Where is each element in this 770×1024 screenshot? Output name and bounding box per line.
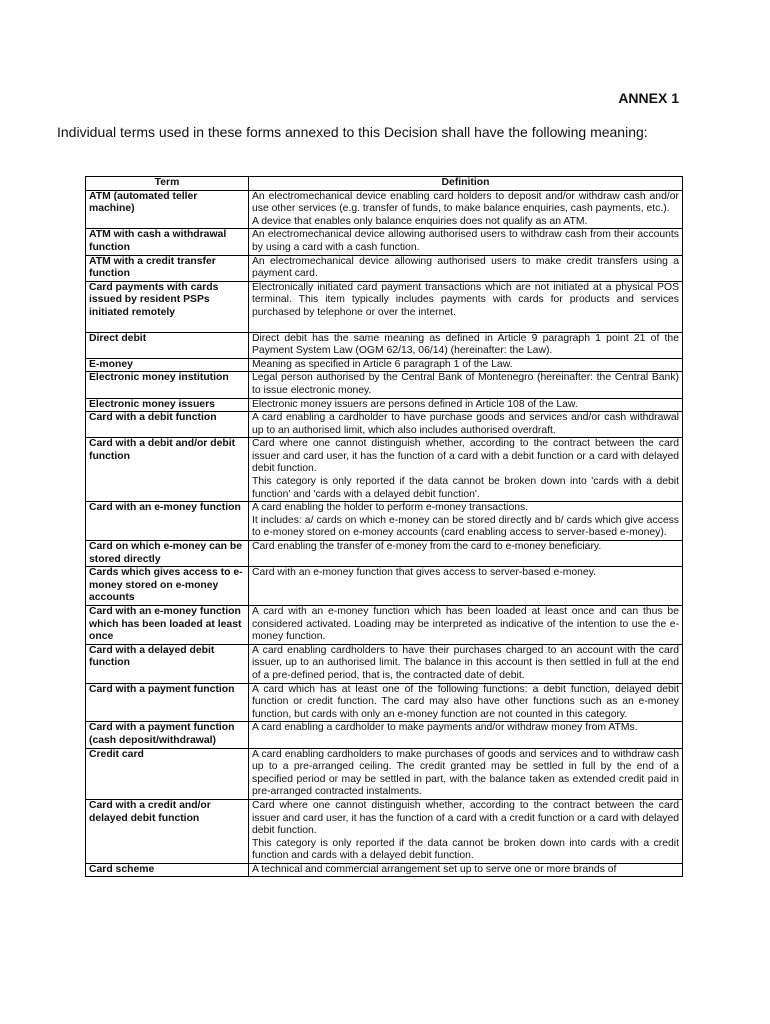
term-cell: E-money <box>86 358 249 372</box>
definition-cell <box>249 799 683 863</box>
table-row <box>86 722 683 748</box>
term-cell: Card with a debit function <box>86 412 249 438</box>
definition-cell <box>249 502 683 541</box>
term-cell: Card scheme <box>86 863 249 877</box>
term-cell: Electronic money issuers <box>86 398 249 412</box>
definition-cell <box>249 748 683 799</box>
definition-paragraph: Legal person authorised by the Central Bank of Montenegro (hereinafter: the Central Bank) to issue electronic money. <box>252 372 679 396</box>
column-header-definition: Definition <box>249 177 683 191</box>
term-cell: Card with a credit and/or delayed debit function <box>86 799 249 863</box>
table-row <box>86 863 683 877</box>
term-cell: ATM (automated teller machine) <box>86 190 249 229</box>
definition-paragraph: Card where one cannot distinguish whether, according to the contract between the card issuer and card user, it has the function of a card with a debit function or a card with delayed debit function. <box>252 438 679 475</box>
definition-cell <box>249 190 683 229</box>
term-cell: ATM with cash a withdrawal function <box>86 229 249 255</box>
definition-paragraph: A card enabling a cardholder to have purchase goods and services and/or cash withdrawal up to an authorised limit, which also includes authorised overdraft. <box>252 412 679 436</box>
definition-cell <box>249 438 683 502</box>
definition-paragraph: A device that enables only balance enquiries does not qualify as an ATM. <box>252 215 588 227</box>
table-row <box>86 644 683 683</box>
definition-paragraph: A card enabling cardholders to make purchases of goods and services and to withdraw cash up to a pre-arranged ceiling. The credit granted may be settled in full by the end of a specified period or may be settled in part, with the balance taken as extended credit paid in pre-arranged contracted instalments. <box>252 748 679 798</box>
definition-cell <box>249 332 683 358</box>
term-cell: Card with a payment function <box>86 683 249 722</box>
definition-paragraph: This category is only reported if the data cannot be broken down into cards with a credit function and cards with a delayed debit function. <box>252 837 679 862</box>
definition-paragraph: Direct debit has the same meaning as defined in Article 9 paragraph 1 point 21 of the Payment System Law (OGM 62/13, 06/14) (hereinafter: the Law). <box>252 332 679 357</box>
table-row <box>86 255 683 281</box>
table-row <box>86 748 683 799</box>
definition-cell <box>249 644 683 683</box>
definition-cell <box>249 722 683 748</box>
definition-paragraph: Electronically initiated card payment transactions which are not initiated at a physical POS terminal. This item typically includes payments with cards for products and services purchased by telephone or over the internet. <box>252 281 679 318</box>
table-row <box>86 372 683 398</box>
definition-paragraph: An electromechanical device allowing authorised users to make credit transfers using a payment card. <box>252 255 679 280</box>
table-row <box>86 683 683 722</box>
table-row <box>86 281 683 332</box>
definition-cell <box>249 541 683 567</box>
definition-cell <box>249 863 683 877</box>
term-cell: Direct debit <box>86 332 249 358</box>
definition-paragraph: A card which has at least one of the following functions: a debit function, delayed debit function or credit function. The card may also have other functions such as an e-money function, but cards with only an e-money function are not counted in this category. <box>252 683 679 720</box>
table-row <box>86 398 683 412</box>
definition-cell <box>249 567 683 606</box>
intro-sentence: Individual terms used in these forms annexed to this Decision shall have the following meaning: <box>57 124 648 140</box>
definition-paragraph: A card enabling the holder to perform e-money transactions. <box>252 502 529 514</box>
table-row <box>86 190 683 229</box>
definition-paragraph: This category is only reported if the data cannot be broken down into 'cards with a debit function' and 'cards with a delayed debit function'. <box>252 476 679 500</box>
terms-table <box>85 176 683 877</box>
definition-paragraph: A card enabling a cardholder to make payments and/or withdraw money from ATMs. <box>252 722 638 734</box>
term-cell: Credit card <box>86 748 249 799</box>
definition-paragraph: Meaning as specified in Article 6 paragraph 1 of the Law. <box>252 358 513 370</box>
definition-paragraph: An electromechanical device allowing authorised users to withdraw cash from their accounts by using a card with a cash function. <box>252 229 679 253</box>
definition-cell <box>249 683 683 722</box>
definition-cell <box>249 229 683 255</box>
definition-paragraph: A card with an e-money function which has been loaded at least once and can thus be considered activated. Loading may be interpreted as indicative of the intention to use the e-money function. <box>252 606 679 643</box>
term-cell: Cards which gives access to e-money stored on e-money accounts <box>86 567 249 606</box>
table-row <box>86 567 683 606</box>
term-cell: Card with an e-money function which has been loaded at least once <box>86 606 249 645</box>
table-row <box>86 541 683 567</box>
term-cell: Card on which e-money can be stored directly <box>86 541 249 567</box>
definition-cell <box>249 358 683 372</box>
definition-paragraph: An electromechanical device enabling card holders to deposit and/or withdraw cash and/or use other services (e.g. transfer of funds, to make balance enquiries, cash payments, etc.). <box>252 190 679 215</box>
term-cell: Card payments with cards issued by resident PSPs initiated remotely <box>86 281 249 332</box>
term-cell: Card with an e-money function <box>86 502 249 541</box>
definition-paragraph: Electronic money issuers are persons defined in Article 108 of the Law. <box>252 398 578 410</box>
table-row <box>86 799 683 863</box>
term-cell: Card with a delayed debit function <box>86 644 249 683</box>
definition-paragraph: A technical and commercial arrangement set up to serve one or more brands of <box>252 863 617 875</box>
definition-cell <box>249 372 683 398</box>
table-row <box>86 438 683 502</box>
table-header-row <box>86 177 683 191</box>
term-cell: Card with a payment function (cash deposit/withdrawal) <box>86 722 249 748</box>
table-row <box>86 332 683 358</box>
definition-paragraph: Card where one cannot distinguish whether, according to the contract between the card issuer and card user, it has the function of a card with a credit function or a card with delayed debit function. <box>252 799 679 837</box>
definition-paragraph: Card enabling the transfer of e-money from the card to e-money beneficiary. <box>252 541 602 553</box>
column-header-term: Term <box>86 177 249 191</box>
terms-table-body <box>86 190 683 877</box>
table-row <box>86 358 683 372</box>
term-cell: Card with a debit and/or debit function <box>86 438 249 502</box>
table-row <box>86 502 683 541</box>
definition-cell <box>249 412 683 438</box>
table-row <box>86 412 683 438</box>
definition-cell <box>249 606 683 645</box>
table-row <box>86 606 683 645</box>
definition-cell <box>249 398 683 412</box>
table-row <box>86 229 683 255</box>
definition-cell <box>249 281 683 332</box>
term-cell: Electronic money institution <box>86 372 249 398</box>
definition-cell <box>249 255 683 281</box>
annex-heading: ANNEX 1 <box>618 90 679 106</box>
definition-paragraph: Card with an e-money function that gives access to server-based e-money. <box>252 567 597 579</box>
definition-paragraph: It includes: a/ cards on which e-money can be stored directly and b/ cards which give access to e-money stored on e-money accounts (card enabling access to server-based e-money). <box>252 514 679 539</box>
term-cell: ATM with a credit transfer function <box>86 255 249 281</box>
definition-paragraph: A card enabling cardholders to have their purchases charged to an account with the card issuer, up to an authorised limit. The balance in this account is then settled in full at the end of a pre-defined period, that is, the contracted date of debit. <box>252 644 679 681</box>
